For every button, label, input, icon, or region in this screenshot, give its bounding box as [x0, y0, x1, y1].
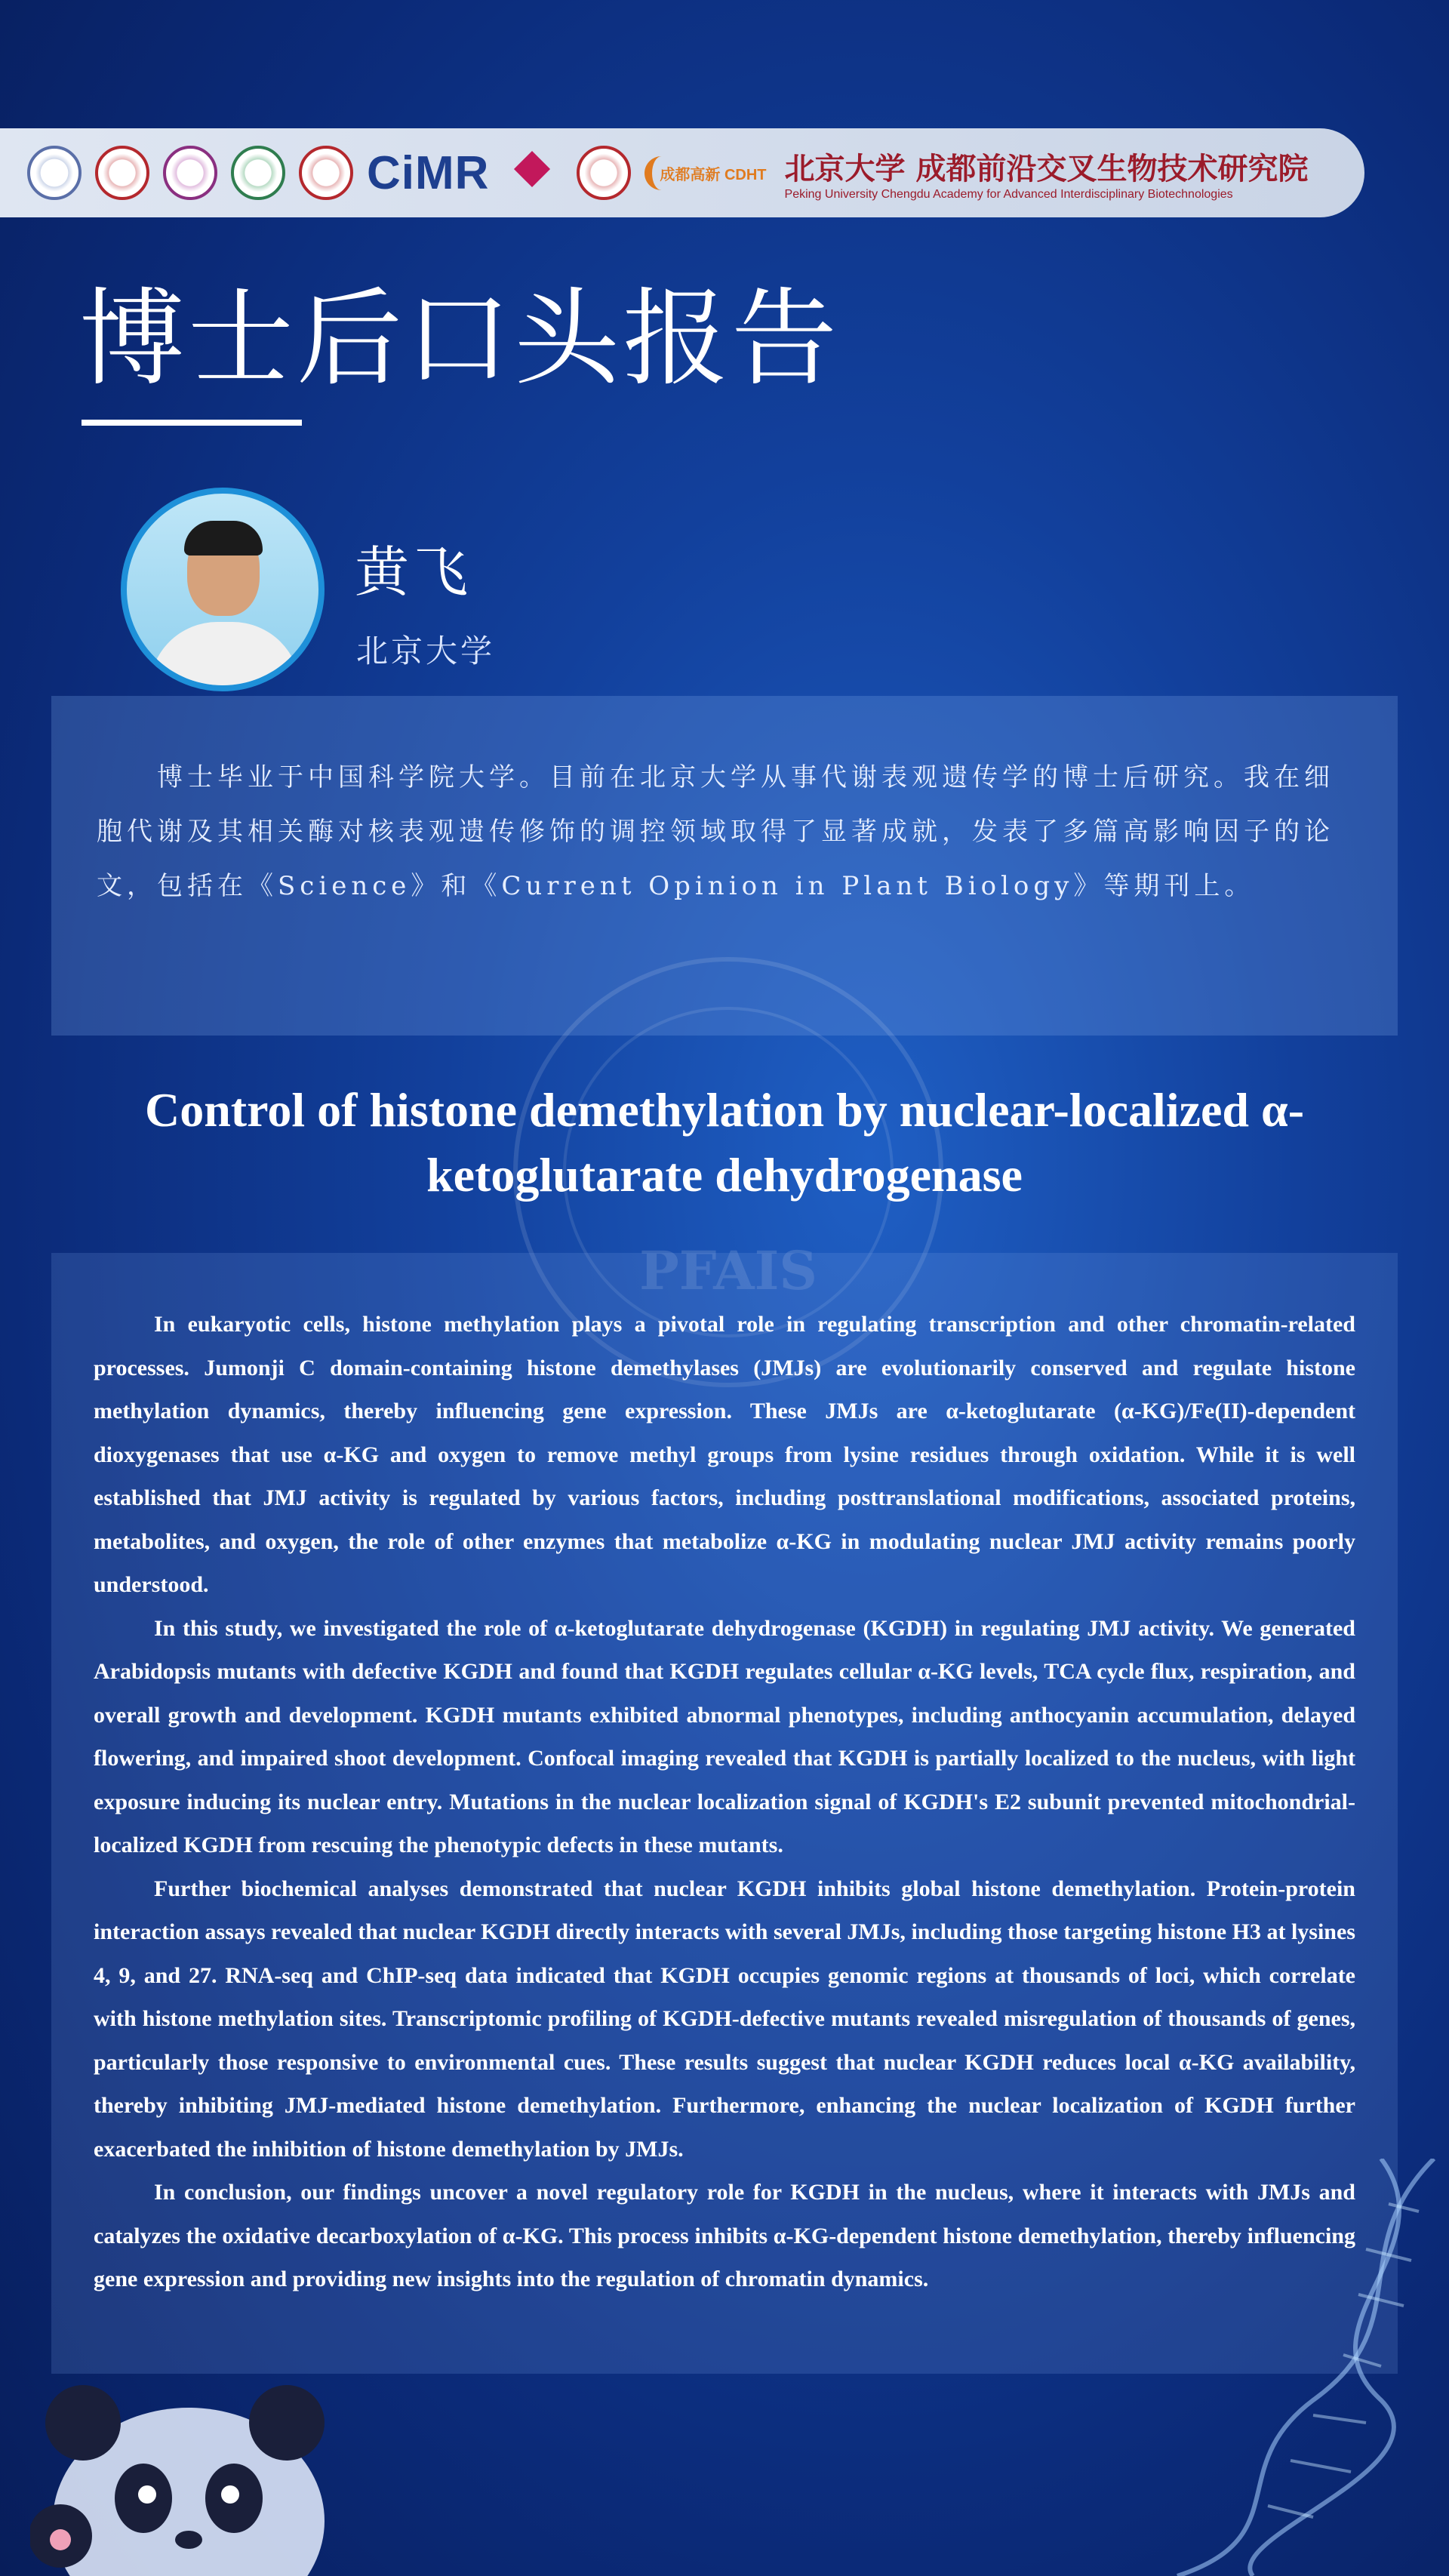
university-seal-3-icon: [163, 146, 217, 200]
speaker-name: 黄飞: [355, 540, 473, 604]
abstract-paragraph: Further biochemical analyses demonstrated that nuclear KGDH inhibits global histone demethylation. Protein-protein interaction assays revealed that nuclear KGDH directly interacts with several JMJs, including those targeting histone H3 at lysines 4, 9, and 27. RNA-seq and ChIP-seq data indicated that KGDH occupies genomic regions at thousands of loci, which correlate with histone methylation sites. Transcriptomic profiling of KGDH-defective mutants revealed misregulation of thousands of genes, particularly those responsive to environmental cues. These results suggest that nuclear KGDH reduces local α-KG availability, thereby inhibiting JMJ-mediated histone demethylation. Furthermore, enhancing the nuclear localization of KGDH further exacerbated the inhibition of histone demethylation by JMJs.: [94, 1876, 1355, 2162]
academy-name-en: Peking University Chengdu Academy for Advanced Interdisciplinary Biotechnologies: [784, 187, 1233, 201]
title-underline: [82, 420, 302, 426]
university-seal-1-icon: [27, 146, 82, 200]
academy-name-cn: 北京大学 成都前沿交叉生物技术研究院: [784, 151, 1309, 186]
pku-chengdu-academy-logo: [785, 145, 1309, 202]
university-seal-2-icon: [95, 146, 149, 200]
bio-text: 博士毕业于中国科学院大学。目前在北京大学从事代谢表观遗传学的博士后研究。我在细胞代谢及其相关酶对核表观遗传修饰的调控领域取得了显著成就，发表了多篇高影响因子的论文，包括在《Science》和《Current Opinion in Plant Biology》等期刊上。: [97, 762, 1334, 901]
speaker-affiliation: 北京大学: [356, 632, 496, 669]
university-seal-4-icon: [231, 146, 285, 200]
diamond-logo-icon: [503, 150, 563, 195]
watermark-text: PFAIS: [639, 1239, 817, 1302]
abstract-paragraph: In this study, we investigated the role of α-ketoglutarate dehydrogenase (KGDH) in regulating JMJ activity. We generated Arabidopsis mutants with defective KGDH and found that KGDH regulates cellular α-KG levels, TCA cycle flux, respiration, and overall growth and development. KGDH mutants exhibited abnormal phenotypes, including anthocyanin accumulation, delayed flowering, and impaired shoot development. Confocal imaging revealed that KGDH is partially localized to the nucleus, with light exposure inducing its nuclear entry. Mutations in the nuclear localization signal of KGDH's E2 subunit prevented mitochondrial-localized KGDH from rescuing the phenotypic defects in these mutants.: [94, 1615, 1355, 1857]
abstract-paragraph: In conclusion, our findings uncover a novel regulatory role for KGDH in the nucleus, where it interacts with JMJs and catalyzes the oxidative decarboxylation of α-KG. This process inhibits α-KG-dependent histone demethylation, thereby influencing gene expression and providing new insights into the regulation of chromatin dynamics.: [94, 2180, 1355, 2291]
talk-title: Control of histone demethylation by nuclear-localized α-ketoglutarate dehydrogenase: [144, 1083, 1305, 1202]
logo-bar: [0, 128, 1364, 217]
dna-helix-icon: [1026, 2159, 1449, 2576]
abstract-paragraph: In eukaryotic cells, histone methylation plays a pivotal role in regulating transcription and other chromatin-related processes. Jumonji C domain-containing histone demethylases (JMJs) are evolutionarily conserved and regulate histone methylation dynamics, thereby influencing gene expression. These JMJs are α-ketoglutarate (α-KG)/Fe(II)-dependent dioxygenases that use α-KG and oxygen to remove methyl groups from lysine residues through oxidation. While it is well established that JMJ activity is regulated by various factors, including posttranslational modifications, associated proteins, metabolites, and oxygen, the role of other enzymes that metabolize α-KG in modulating nuclear JMJ activity remains poorly understood.: [94, 1312, 1355, 1597]
page-title: 博士后口头报告: [79, 278, 841, 401]
panda-mascot-icon: [30, 2370, 347, 2576]
cimr-logo: CiMR: [367, 146, 490, 199]
university-seal-5-icon: [299, 146, 353, 200]
avatar: [121, 488, 325, 691]
pku-seal-icon: [577, 146, 631, 200]
cdht-logo: 成都高新 CDHT: [645, 156, 771, 190]
